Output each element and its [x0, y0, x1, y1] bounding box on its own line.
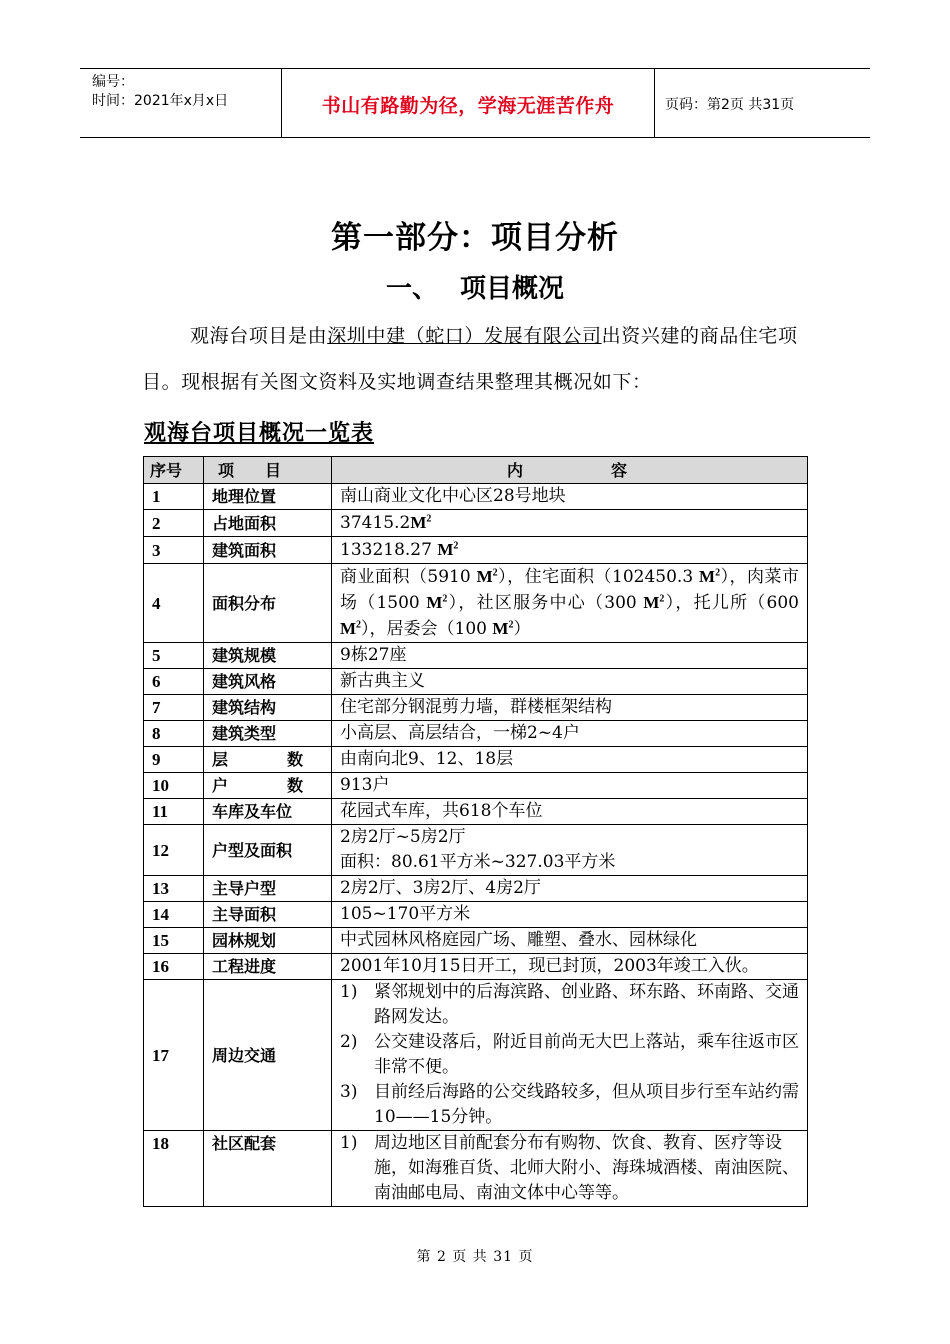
row-no: 10: [144, 773, 204, 799]
doc-time-label: 时间：2021年x月x日: [92, 93, 229, 109]
table-row: [144, 928, 808, 954]
row-content: 小高层、高层结合，一梯2~4户: [332, 721, 808, 747]
header-page-number: 页码：第2页 共31页: [665, 97, 795, 113]
row-item: 面积分布: [204, 564, 332, 643]
list-item: 1) 紧邻规划中的后海滨路、创业路、环东路、环南路、交通路网发达。: [340, 982, 799, 1027]
row-item: 建筑类型: [204, 721, 332, 747]
table-row: [144, 799, 808, 825]
row-item: 园林规划: [204, 928, 332, 954]
section-title: 项目概况: [460, 274, 565, 304]
row-item: 建筑结构: [204, 695, 332, 721]
doc-code-label: 编号：: [92, 74, 134, 90]
table-row: [144, 747, 808, 773]
table-row: [144, 954, 808, 980]
header-item: 项 目: [204, 457, 332, 484]
row-content: 南山商业文化中心区28号地块: [332, 484, 808, 510]
row-content: 花园式车库，共618个车位: [332, 799, 808, 825]
page-footer: 第 2 页 共 31 页: [416, 1249, 534, 1265]
row-content: 住宅部分钢混剪力墙，群楼框架结构: [332, 695, 808, 721]
table-row: [144, 695, 808, 721]
intro-paragraph: [142, 313, 812, 405]
table-row: [144, 773, 808, 799]
row-item: 工程进度: [204, 954, 332, 980]
page-header: [80, 68, 870, 138]
developer-name: 深圳中建（蛇口）发展有限公司: [327, 325, 602, 347]
row-content: 2房2厅~5房2厅 面积：80.61平方米~327.03平方米: [332, 825, 808, 876]
row-no: 8: [144, 721, 204, 747]
row-item: 户型及面积: [204, 825, 332, 876]
row-content: $37415.2M^2$: [332, 510, 808, 537]
table-row: [144, 902, 808, 928]
table-row: [144, 537, 808, 564]
traffic-list: [340, 980, 799, 1130]
row-no: 4: [144, 564, 204, 643]
header-meta-cell: [80, 69, 282, 137]
row-no: 11: [144, 799, 204, 825]
header-motto: 书山有路勤为径，学海无涯苦作舟: [321, 95, 615, 117]
project-overview-table: [143, 456, 808, 1207]
row-item: 建筑面积: [204, 537, 332, 564]
row-item: 建筑风格: [204, 669, 332, 695]
row-content: 商业面积（5910 $M^2$），住宅面积（102450.3 $M^2$），肉菜市场（1500 $M^2$），社区服务中心（300 $M^2$），托儿所（600 $M^2$），居委会（100 $M^2$）: [332, 564, 808, 643]
list-item: 3) 目前经后海路的公交线路较多，但从项目步行至车站约需10——15分钟。: [340, 1082, 799, 1127]
intro-text-after: 出资兴建的商品住宅项目。现根据有关图文资料及实地调查结果整理其概况如下：: [142, 325, 798, 393]
row-no: 6: [144, 669, 204, 695]
row-item: 周边交通: [204, 980, 332, 1131]
row-no: 2: [144, 510, 204, 537]
row-content: 9栋27座: [332, 643, 808, 669]
table-row: [144, 669, 808, 695]
row-content: 新古典主义: [332, 669, 808, 695]
table-row: [144, 510, 808, 537]
row-content: [332, 1131, 808, 1207]
row-item: 社区配套: [204, 1131, 332, 1207]
table-row: [144, 564, 808, 643]
row-content: 133218.27 $M^2$: [332, 537, 808, 564]
row-no: 7: [144, 695, 204, 721]
row-item: 层 数: [204, 747, 332, 773]
table-row: [144, 876, 808, 902]
row-item: 主导面积: [204, 902, 332, 928]
row-item: 户 数: [204, 773, 332, 799]
row-no: 13: [144, 876, 204, 902]
section-number: 一、: [385, 274, 438, 304]
row-no: 1: [144, 484, 204, 510]
row-item: 地理位置: [204, 484, 332, 510]
row-content: 中式园林风格庭园广场、雕塑、叠水、园林绿化: [332, 928, 808, 954]
header-motto-cell: [282, 69, 655, 137]
row-no: 15: [144, 928, 204, 954]
table-row: [144, 825, 808, 876]
row-content: [332, 980, 808, 1131]
row-item: 主导户型: [204, 876, 332, 902]
table-row: [144, 1131, 808, 1207]
row-no: 16: [144, 954, 204, 980]
header-no: 序号: [144, 457, 204, 484]
row-no: 14: [144, 902, 204, 928]
row-content: 105~170平方米: [332, 902, 808, 928]
list-item: 1) 周边地区目前配套分布有购物、饮食、教育、医疗等设施，如海雅百货、北师大附小、海珠城酒楼、南油医院、南油邮电局、南油文体中心等等。: [340, 1133, 799, 1203]
table-row: [144, 980, 808, 1131]
row-no: 5: [144, 643, 204, 669]
row-item: 车库及车位: [204, 799, 332, 825]
table-row: [144, 721, 808, 747]
row-item: 建筑规模: [204, 643, 332, 669]
page-title: 第一部分：项目分析: [331, 220, 619, 256]
row-item: 占地面积: [204, 510, 332, 537]
table-header-row: [144, 457, 808, 484]
table-row: [144, 484, 808, 510]
section-heading: [0, 268, 950, 305]
table-row: [144, 643, 808, 669]
row-content: 2房2厅、3房2厅、4房2厅: [332, 876, 808, 902]
header-content: 内 容: [332, 457, 808, 484]
intro-text-before: 观海台项目是由: [190, 325, 328, 347]
row-content: 2001年10月15日开工，现已封顶，2003年竣工入伙。: [332, 954, 808, 980]
row-content: 913户: [332, 773, 808, 799]
community-list: [340, 1131, 799, 1206]
row-no: 17: [144, 980, 204, 1131]
row-no: 18: [144, 1131, 204, 1207]
row-no: 9: [144, 747, 204, 773]
list-item: 2) 公交建设落后，附近目前尚无大巴上落站，乘车往返市区非常不便。: [340, 1032, 799, 1077]
header-page-cell: [655, 69, 870, 137]
row-no: 12: [144, 825, 204, 876]
row-content: 由南向北9、12、18层: [332, 747, 808, 773]
row-no: 3: [144, 537, 204, 564]
table-title: 观海台项目概况一览表: [144, 420, 375, 446]
